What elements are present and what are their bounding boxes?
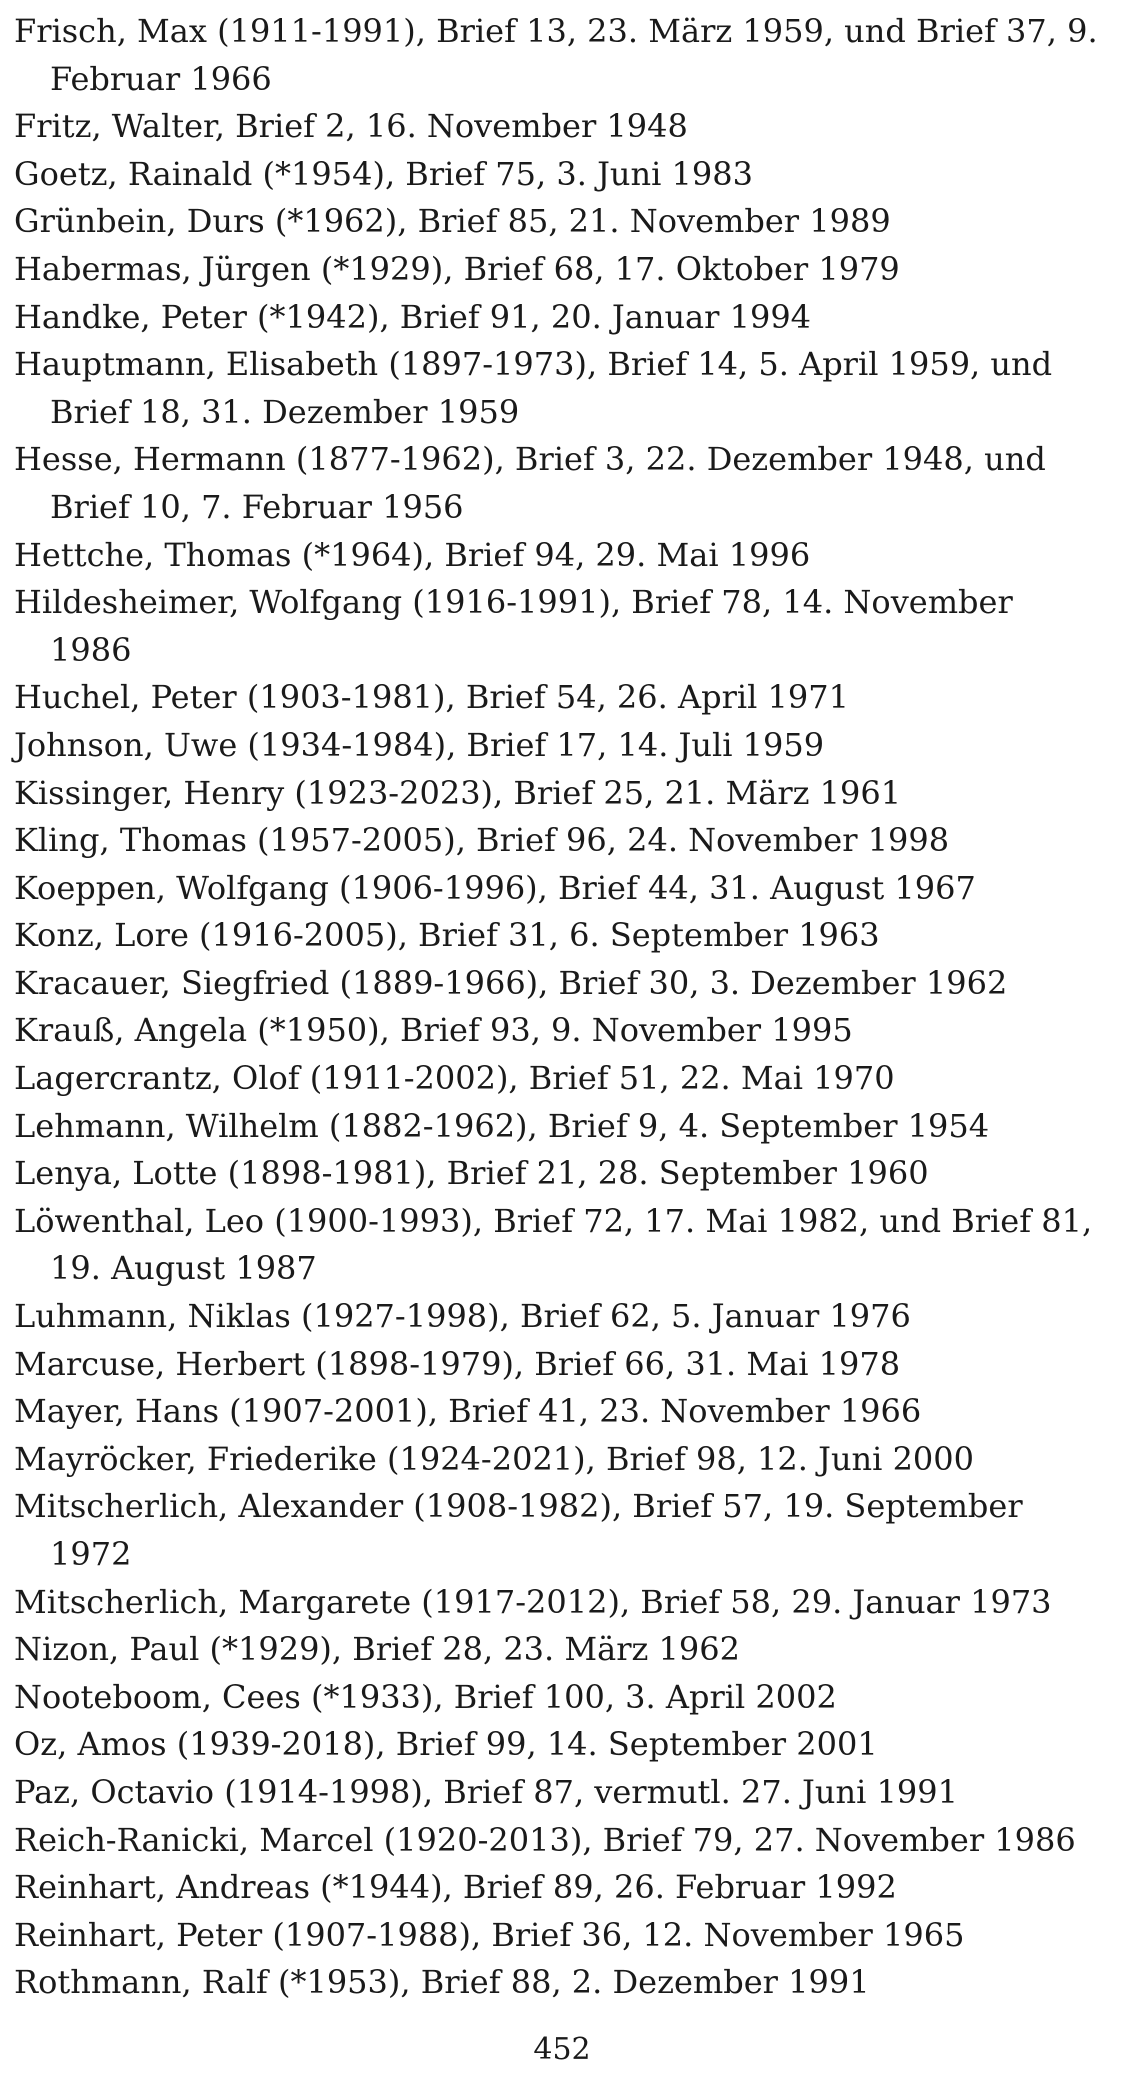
index-entry: Rothmann, Ralf (*1953), Brief 88, 2. Dezember 1991 bbox=[14, 1963, 870, 2002]
index-entry: Nizon, Paul (*1929), Brief 28, 23. März 1962 bbox=[14, 1630, 740, 1669]
index-entry: Mitscherlich, Alexander (1908-1982), Brief 57, 19. September 1972 bbox=[14, 1487, 1023, 1573]
index-entry: Mitscherlich, Margarete (1917-2012), Brief 58, 29. Januar 1973 bbox=[14, 1582, 1052, 1621]
index-entry: Koeppen, Wolfgang (1906-1996), Brief 44, 31. August 1967 bbox=[14, 868, 976, 907]
index-entry: Luhmann, Niklas (1927-1998), Brief 62, 5. Januar 1976 bbox=[14, 1297, 911, 1336]
correspondent-index bbox=[14, 8, 1104, 2007]
index-entry: Huchel, Peter (1903-1981), Brief 54, 26. April 1971 bbox=[14, 678, 849, 717]
index-entry: Fritz, Walter, Brief 2, 16. November 1948 bbox=[14, 107, 688, 146]
index-entry: Paz, Octavio (1914-1998), Brief 87, vermutl. 27. Juni 1991 bbox=[14, 1772, 958, 1811]
index-entry: Krauß, Angela (*1950), Brief 93, 9. November 1995 bbox=[14, 1011, 853, 1050]
index-entry: Frisch, Max (1911-1991), Brief 13, 23. März 1959, und Brief 37, 9. Februar 1966 bbox=[14, 12, 1098, 98]
index-entry: Hettche, Thomas (*1964), Brief 94, 29. Mai 1996 bbox=[14, 535, 811, 574]
index-entry: Johnson, Uwe (1934-1984), Brief 17, 14. Juli 1959 bbox=[14, 725, 825, 764]
index-entry: Hesse, Hermann (1877-1962), Brief 3, 22. Dezember 1948, und Brief 10, 7. Februar 1956 bbox=[14, 440, 1046, 526]
index-entry: Kling, Thomas (1957-2005), Brief 96, 24. November 1998 bbox=[14, 821, 950, 860]
index-entry: Goetz, Rainald (*1954), Brief 75, 3. Juni 1983 bbox=[14, 154, 753, 193]
index-entry: Mayröcker, Friederike (1924-2021), Brief 98, 12. Juni 2000 bbox=[14, 1439, 974, 1478]
index-entry: Marcuse, Herbert (1898-1979), Brief 66, 31. Mai 1978 bbox=[14, 1344, 901, 1383]
index-entry: Mayer, Hans (1907-2001), Brief 41, 23. November 1966 bbox=[14, 1392, 922, 1431]
index-entry: Handke, Peter (*1942), Brief 91, 20. Januar 1994 bbox=[14, 297, 812, 336]
index-entry: Oz, Amos (1939-2018), Brief 99, 14. September 2001 bbox=[14, 1725, 878, 1764]
index-entry: Lehmann, Wilhelm (1882-1962), Brief 9, 4. September 1954 bbox=[14, 1106, 990, 1145]
index-entry: Hildesheimer, Wolfgang (1916-1991), Brief 78, 14. November 1986 bbox=[14, 583, 1013, 669]
index-entry: Reinhart, Peter (1907-1988), Brief 36, 12. November 1965 bbox=[14, 1915, 965, 1954]
index-entry: Reich-Ranicki, Marcel (1920-2013), Brief 79, 27. November 1986 bbox=[14, 1820, 1076, 1859]
index-entry: Lenya, Lotte (1898-1981), Brief 21, 28. September 1960 bbox=[14, 1154, 929, 1193]
index-entry: Kracauer, Siegfried (1889-1966), Brief 30, 3. Dezember 1962 bbox=[14, 963, 1008, 1002]
index-entry: Lagercrantz, Olof (1911-2002), Brief 51, 22. Mai 1970 bbox=[14, 1059, 895, 1098]
index-entry: Habermas, Jürgen (*1929), Brief 68, 17. Oktober 1979 bbox=[14, 249, 900, 288]
index-entry: Grünbein, Durs (*1962), Brief 85, 21. November 1989 bbox=[14, 202, 891, 241]
index-entry: Konz, Lore (1916-2005), Brief 31, 6. September 1963 bbox=[14, 916, 880, 955]
index-entry: Kissinger, Henry (1923-2023), Brief 25, 21. März 1961 bbox=[14, 773, 902, 812]
index-entry: Nooteboom, Cees (*1933), Brief 100, 3. April 2002 bbox=[14, 1677, 837, 1716]
page-number: 452 bbox=[533, 2032, 591, 2067]
index-entry: Reinhart, Andreas (*1944), Brief 89, 26. Februar 1992 bbox=[14, 1868, 897, 1907]
index-entry: Löwenthal, Leo (1900-1993), Brief 72, 17. Mai 1982, und Brief 81, 19. August 1987 bbox=[14, 1201, 1093, 1288]
index-entry: Hauptmann, Elisabeth (1897-1973), Brief 14, 5. April 1959, und Brief 18, 31. Dezember 1959 bbox=[14, 345, 1053, 431]
